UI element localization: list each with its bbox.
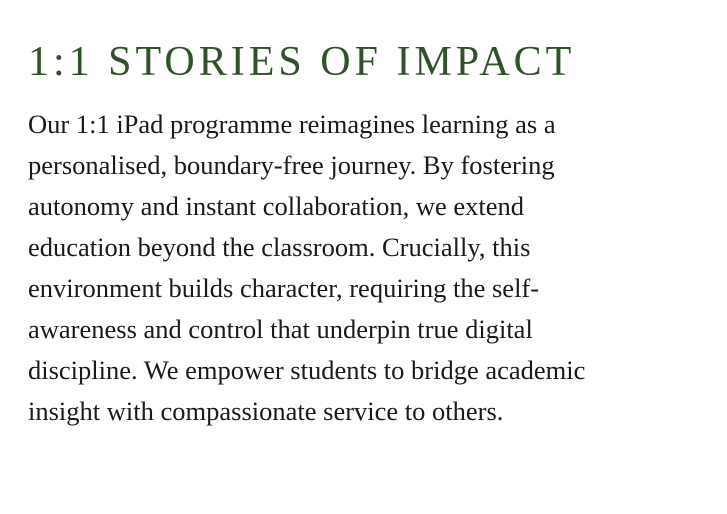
paragraph-line: Our 1:1 iPad programme reimagines learning as a <box>28 109 556 139</box>
impact-section <box>28 34 718 432</box>
section-paragraph <box>28 104 718 432</box>
section-title: 1:1 STORIES OF IMPACT <box>28 39 576 85</box>
paragraph-line: environment builds character, requiring the self- <box>28 273 540 303</box>
paragraph-line: discipline. We empower students to bridge academic <box>28 355 586 385</box>
paragraph-line: autonomy and instant collaboration, we extend <box>28 191 525 221</box>
paragraph-line: awareness and control that underpin true digital <box>28 314 533 344</box>
paragraph-line: personalised, boundary-free journey. By fostering <box>28 150 555 180</box>
paragraph-line: insight with compassionate service to others. <box>28 396 504 426</box>
paragraph-line: education beyond the classroom. Crucially, this <box>28 232 531 262</box>
